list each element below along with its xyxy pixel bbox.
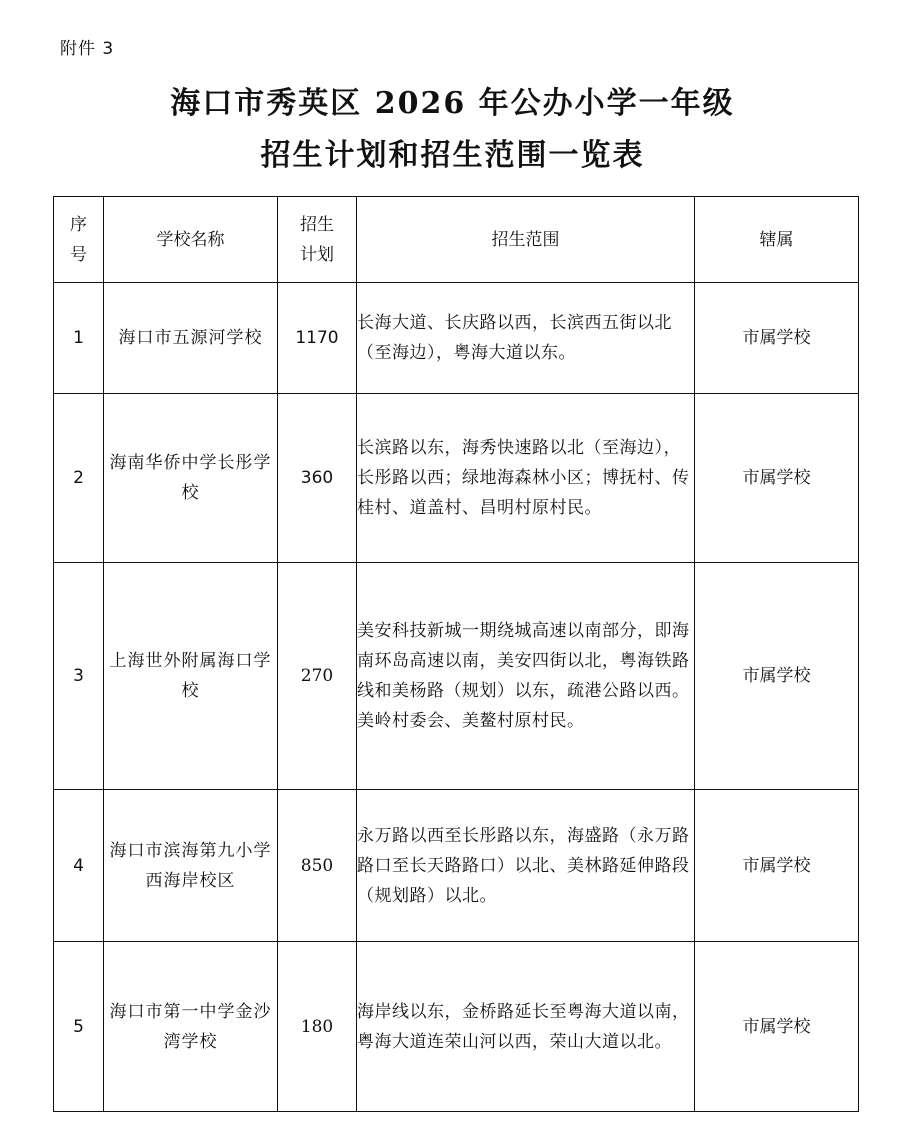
enrollment-plan-table <box>53 196 859 1112</box>
table-header-row <box>54 197 859 283</box>
table-row <box>54 942 859 1112</box>
table-row <box>54 563 859 790</box>
row-enrollment-range: 永万路以西至长彤路以东，海盛路（永万路路口至长天路路口）以北、美林路延伸路段（规划路）以北。 <box>357 790 695 942</box>
row-enrollment-plan: 270 <box>278 563 357 790</box>
row-enrollment-plan: 1170 <box>278 283 357 394</box>
row-enrollment-plan: 850 <box>278 790 357 942</box>
table-row <box>54 283 859 394</box>
row-school-name: 海口市第一中学金沙湾学校 <box>104 942 278 1112</box>
row-affiliation: 市属学校 <box>695 790 859 942</box>
attachment-label: 附件 3 <box>60 39 115 59</box>
row-enrollment-plan: 360 <box>278 394 357 563</box>
header-affiliation: 辖属 <box>695 197 859 283</box>
row-school-name: 海口市滨海第九小学西海岸校区 <box>104 790 278 942</box>
row-serial-number: 2 <box>54 394 104 563</box>
header-enrollment-plan-line-1: 招生 <box>300 214 334 235</box>
row-enrollment-range: 长海大道、长庆路以西，长滨西五街以北（至海边），粤海大道以东。 <box>357 283 695 394</box>
row-school-name: 上海世外附属海口学校 <box>104 563 278 790</box>
row-affiliation: 市属学校 <box>695 942 859 1112</box>
row-serial-number: 5 <box>54 942 104 1112</box>
row-affiliation: 市属学校 <box>695 283 859 394</box>
row-enrollment-range: 长滨路以东，海秀快速路以北（至海边），长彤路以西；绿地海森林小区；博抚村、传桂村、道盖村、昌明村原村民。 <box>357 394 695 563</box>
header-enrollment-plan <box>278 197 357 283</box>
header-serial-number <box>54 197 104 283</box>
document-title-line-2: 招生计划和招生范围一览表 <box>260 138 645 173</box>
row-affiliation: 市属学校 <box>695 563 859 790</box>
row-enrollment-range: 海岸线以东，金桥路延长至粤海大道以南，粤海大道连荣山河以西，荣山大道以北。 <box>357 942 695 1112</box>
header-enrollment-plan-line-2: 计划 <box>300 244 334 265</box>
row-enrollment-range: 美安科技新城一期绕城高速以南部分，即海南环岛高速以南，美安四街以北，粤海铁路线和美杨路（规划）以东，疏港公路以西。美岭村委会、美鳌村原村民。 <box>357 563 695 790</box>
row-serial-number: 3 <box>54 563 104 790</box>
row-school-name: 海口市五源河学校 <box>104 283 278 394</box>
row-school-name: 海南华侨中学长彤学校 <box>104 394 278 563</box>
row-enrollment-plan: 180 <box>278 942 357 1112</box>
row-affiliation: 市属学校 <box>695 394 859 563</box>
header-serial-number-line-1: 序 <box>70 214 87 235</box>
row-serial-number: 1 <box>54 283 104 394</box>
row-serial-number: 4 <box>54 790 104 942</box>
table-row <box>54 394 859 563</box>
document-title-line-1: 海口市秀英区 2026 年公办小学一年级 <box>170 86 735 121</box>
table-row <box>54 790 859 942</box>
header-enrollment-range: 招生范围 <box>357 197 695 283</box>
header-serial-number-line-2: 号 <box>70 244 87 265</box>
header-school-name: 学校名称 <box>104 197 278 283</box>
